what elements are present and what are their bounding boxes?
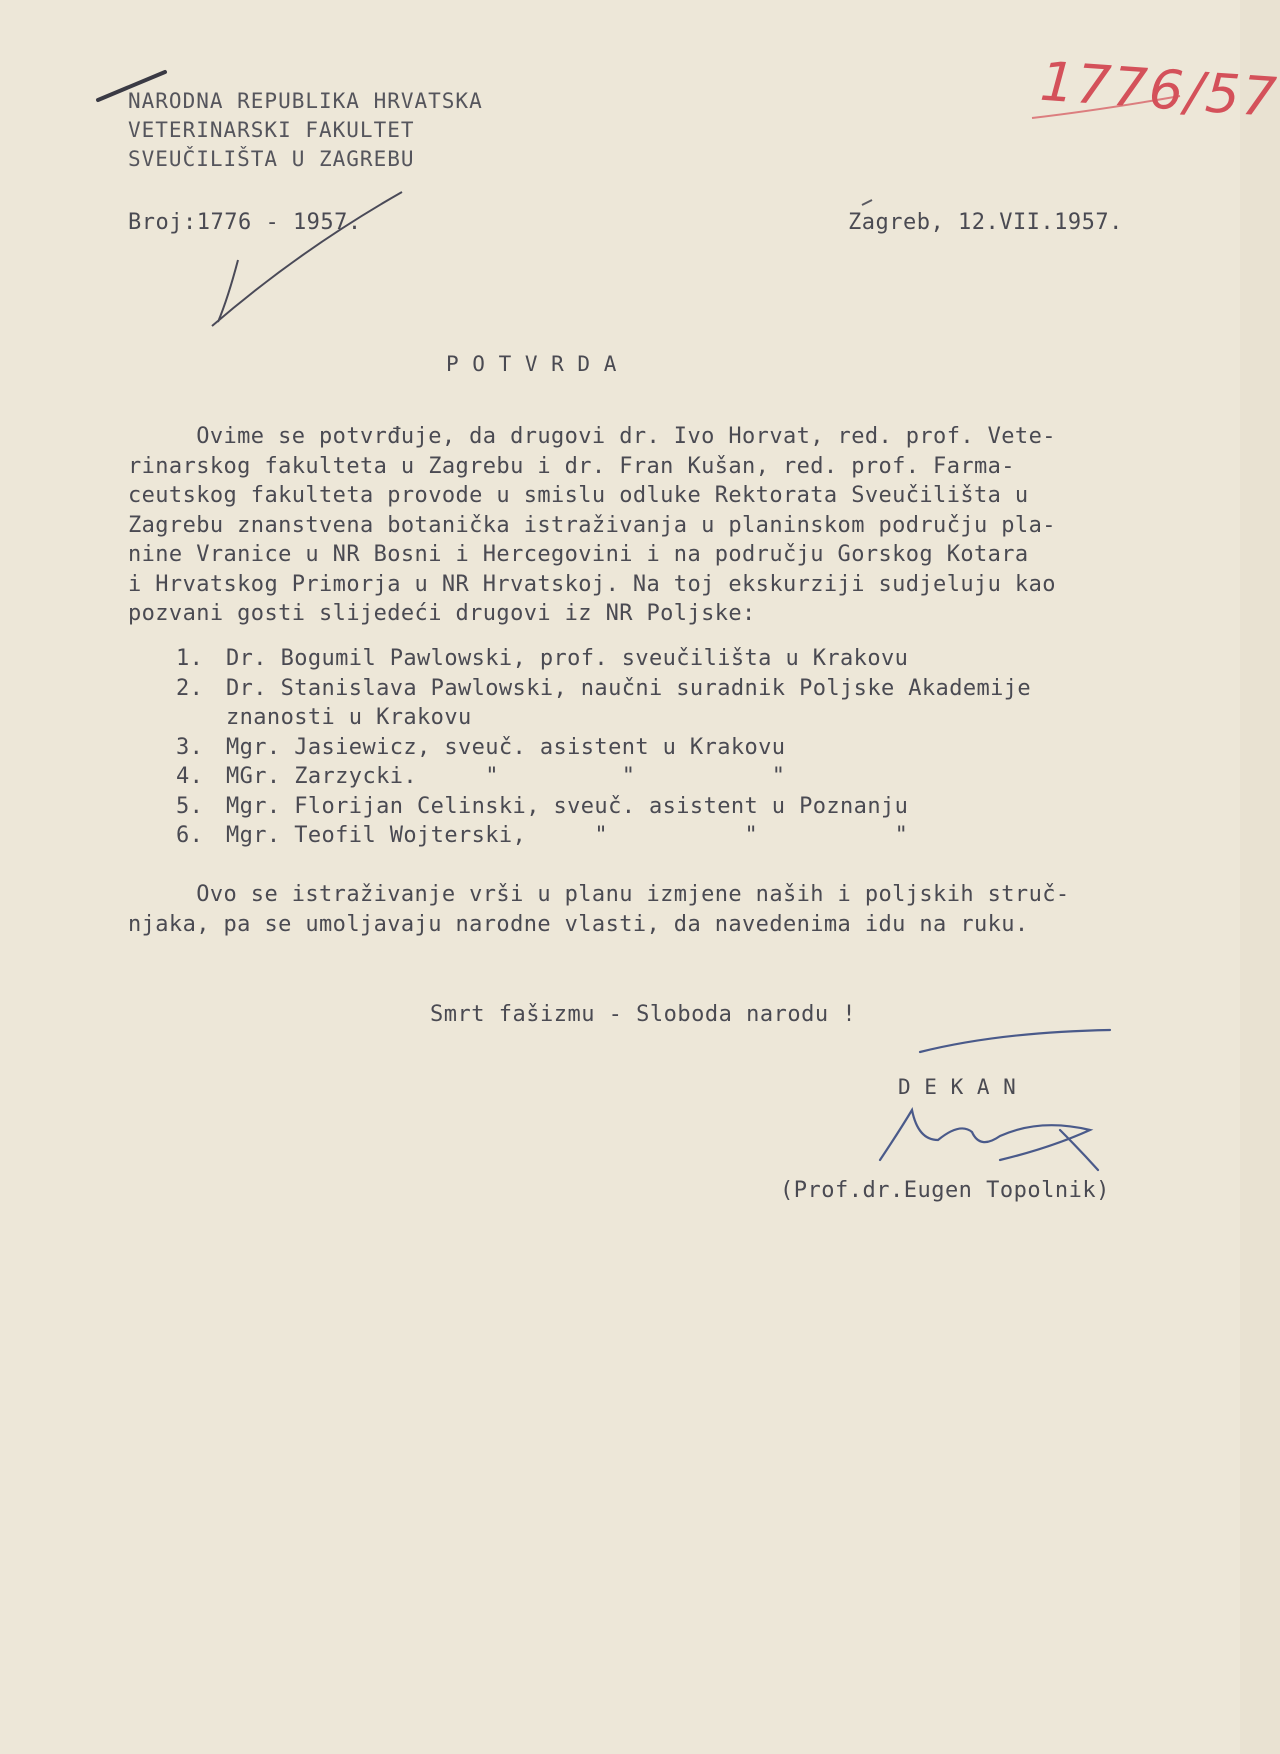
header-line-university: SVEUČILIŠTA U ZAGREBU	[128, 147, 415, 171]
signatory-name: (Prof.dr.Eugen Topolnik)	[780, 1178, 1110, 1203]
paragraph-line: Ovo se istraživanje vrši u planu izmjene naših i poljskih struč-	[128, 882, 1070, 907]
archive-underline	[1032, 96, 1180, 118]
header-line-faculty: VETERINARSKI FAKULTET	[128, 118, 415, 142]
signature-scribble	[880, 1030, 1110, 1170]
paragraph-line: i Hrvatskog Primorja u NR Hrvatskoj. Na toj ekskurziji sudjeluju kao	[128, 571, 1056, 597]
list-item: 4. MGr. Zarzycki. " " "	[176, 764, 786, 789]
paragraph-line: ceutskog fakulteta provode u smislu odluke Rektorata Sveučilišta u	[128, 483, 1029, 508]
list-item-continuation: znanosti u Krakovu	[226, 705, 472, 730]
paragraph-line: Zagrebu znanstvena botanička istraživanja u planinskom području pla-	[128, 512, 1056, 538]
list-item: 3. Mgr. Jasiewicz, sveuč. asistent u Krakovu	[176, 734, 786, 760]
paragraph-line: rinarskog fakulteta u Zagrebu i dr. Fran Kušan, red. prof. Farma-	[128, 453, 1015, 479]
archive-number-handwritten: 1776/57	[1038, 49, 1280, 130]
paragraph-line: njaka, pa se umoljavaju narodne vlasti, da navedenima idu na ruku.	[128, 911, 1029, 937]
list-item: 2. Dr. Stanislava Pawlowski, naučni suradnik Poljske Akademije	[176, 675, 1032, 701]
paragraph-line: nine Vranice u NR Bosni i Hercegovini i na području Gorskog Kotara	[128, 542, 1029, 567]
paragraph-line: pozvani gosti slijedeći drugovi iz NR Poljske:	[128, 601, 756, 626]
document-date: Zagreb, 12.VII.1957.	[848, 210, 1123, 235]
check-mark	[212, 192, 402, 326]
closing-salutation: Smrt fašizmu - Sloboda narodu !	[430, 1002, 857, 1027]
list-item: 1. Dr. Bogumil Pawlowski, prof. sveučilišta u Krakovu	[176, 646, 909, 671]
list-item: 6. Mgr. Teofil Wojterski, " " "	[176, 823, 909, 848]
document-title: P O T V R D A	[446, 352, 617, 376]
reference-number: Broj:1776 - 1957.	[128, 210, 362, 235]
paragraph-line: Ovime se potvrđuje, da drugovi dr. Ivo Horvat, red. prof. Vete-	[128, 424, 1056, 449]
signature-title: D E K A N	[898, 1075, 1017, 1099]
list-item: 5. Mgr. Florijan Celinski, sveuč. asistent u Poznanju	[176, 793, 909, 819]
pen-dash-mark	[98, 72, 165, 100]
header-line-republic: NARODNA REPUBLIKA HRVATSKA	[128, 89, 483, 113]
pen-tick	[862, 200, 872, 205]
